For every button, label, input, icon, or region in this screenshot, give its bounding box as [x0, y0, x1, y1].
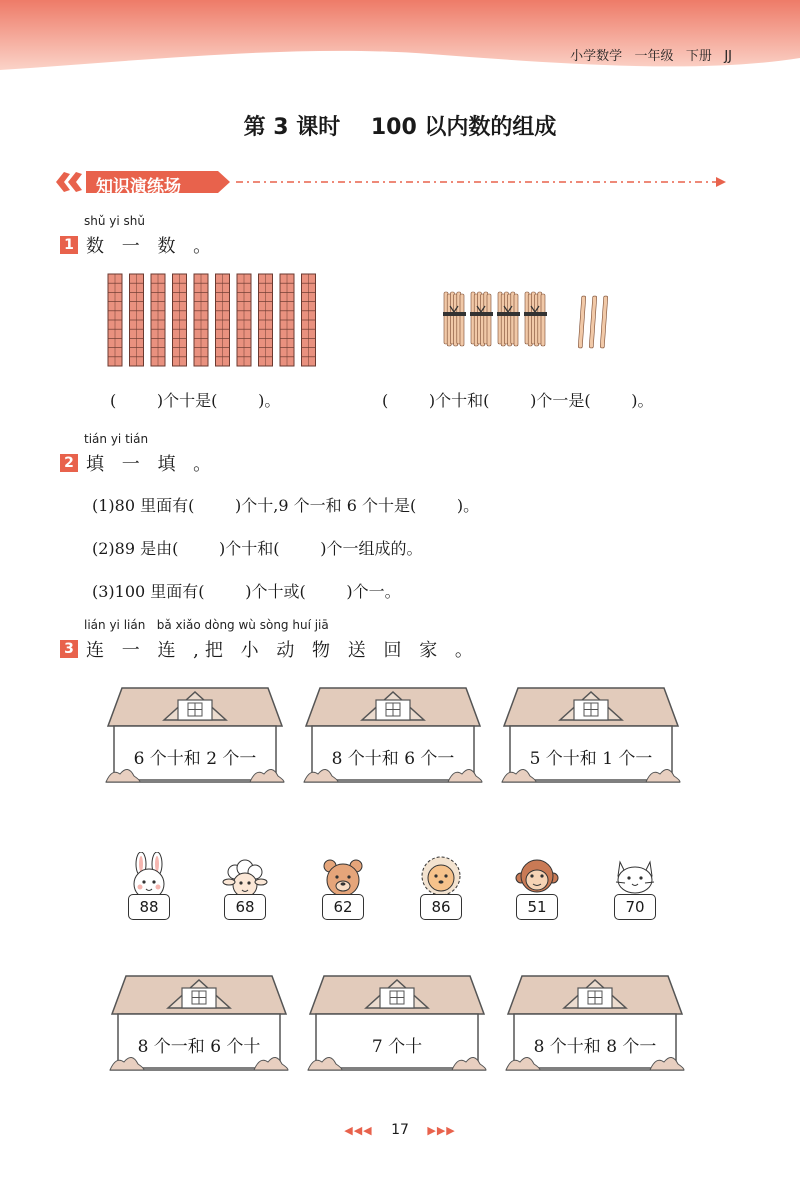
cube-rod [216, 274, 230, 366]
stick-bundle [443, 292, 466, 346]
animal-lion[interactable] [416, 852, 466, 920]
q2-number: 2 [60, 454, 78, 472]
house-drawing [306, 970, 488, 1082]
prev-arrows-icon: ◀◀◀ [344, 1124, 373, 1137]
q1-number: 1 [60, 236, 78, 254]
house-top-1[interactable] [104, 682, 286, 794]
lion-icon [416, 852, 466, 900]
animal-number: 68 [224, 894, 266, 920]
q1-right-answer: ( )个十和( )个一是( )。 [382, 391, 654, 410]
animal-cat[interactable] [610, 852, 660, 920]
q2-pinyin: tián yi tián [84, 432, 149, 446]
cube-rod [259, 274, 273, 366]
page-footer [0, 1122, 800, 1138]
lesson-title: 第 3 课时 100 以内数的组成 [243, 115, 557, 140]
house-label: 7 个十 [371, 1037, 423, 1057]
cat-icon [610, 852, 660, 900]
animal-bear[interactable] [318, 852, 368, 920]
cube-rod [194, 274, 208, 366]
cube-rod [108, 274, 122, 366]
animal-sheep[interactable] [220, 852, 270, 920]
house-label: 6 个十和 2 个一 [133, 749, 257, 769]
house-top-2[interactable] [302, 682, 484, 794]
cube-rod [280, 274, 294, 366]
stick-bundle [524, 292, 547, 346]
stick-bundle [470, 292, 493, 346]
animal-rabbit[interactable] [124, 852, 174, 920]
stick-bundle [497, 292, 520, 346]
house-label: 8 个十和 8 个一 [533, 1037, 657, 1057]
cube-rod [151, 274, 165, 366]
cube-rod [302, 274, 316, 366]
q1-pinyin: shǔ yi shǔ [84, 214, 145, 228]
house-bottom-2[interactable] [306, 970, 488, 1082]
animal-number: 70 [614, 894, 656, 920]
house-drawing [104, 682, 286, 794]
q3-number: 3 [60, 640, 78, 658]
cube-rods-illustration [100, 270, 330, 370]
q2-text: 填 一 填 。 [86, 454, 218, 475]
runner-icon [56, 172, 82, 192]
cube-rod [237, 274, 251, 366]
cube-rod [173, 274, 187, 366]
single-stick [600, 296, 608, 348]
q2-item-2: (2)89 是由( )个十和( )个一组成的。 [92, 539, 423, 558]
house-bottom-1[interactable] [108, 970, 290, 1082]
house-drawing [504, 970, 686, 1082]
book-info: 小学数学 一年级 下册 JJ [570, 49, 732, 64]
monkey-icon [512, 852, 562, 900]
animal-number: 86 [420, 894, 462, 920]
q1-left-answer: ( )个十是( )。 [110, 391, 281, 410]
section-label: 知识演练场 [96, 177, 181, 197]
animal-number: 88 [128, 894, 170, 920]
q2-item-3: (3)100 里面有( )个十或( )个一。 [92, 582, 401, 601]
q3-text: 连 一 连 ,把 小 动 物 送 回 家 。 [86, 640, 479, 661]
next-arrows-icon: ▶▶▶ [427, 1124, 456, 1137]
single-stick [578, 296, 586, 348]
bear-icon [318, 852, 368, 900]
house-drawing [500, 682, 682, 794]
sticks-illustration [440, 288, 630, 354]
house-drawing [302, 682, 484, 794]
house-drawing [108, 970, 290, 1082]
rabbit-icon [124, 852, 174, 900]
sheep-icon [220, 852, 270, 900]
animal-monkey[interactable] [512, 852, 562, 920]
q2-item-1: (1)80 里面有( )个十,9 个一和 6 个十是( )。 [92, 496, 480, 515]
house-label: 8 个十和 6 个一 [331, 749, 455, 769]
animal-number: 51 [516, 894, 558, 920]
house-top-3[interactable] [500, 682, 682, 794]
house-label: 5 个十和 1 个一 [529, 749, 653, 769]
q3-pinyin: lián yi lián bǎ xiǎo dòng wù sòng huí jiā [84, 618, 329, 632]
cube-rod [130, 274, 144, 366]
house-bottom-3[interactable] [504, 970, 686, 1082]
page-number: 17 [391, 1122, 409, 1138]
single-stick [589, 296, 597, 348]
house-label: 8 个一和 6 个十 [137, 1037, 261, 1057]
animal-number: 62 [322, 894, 364, 920]
q1-text: 数 一 数 。 [86, 236, 218, 257]
